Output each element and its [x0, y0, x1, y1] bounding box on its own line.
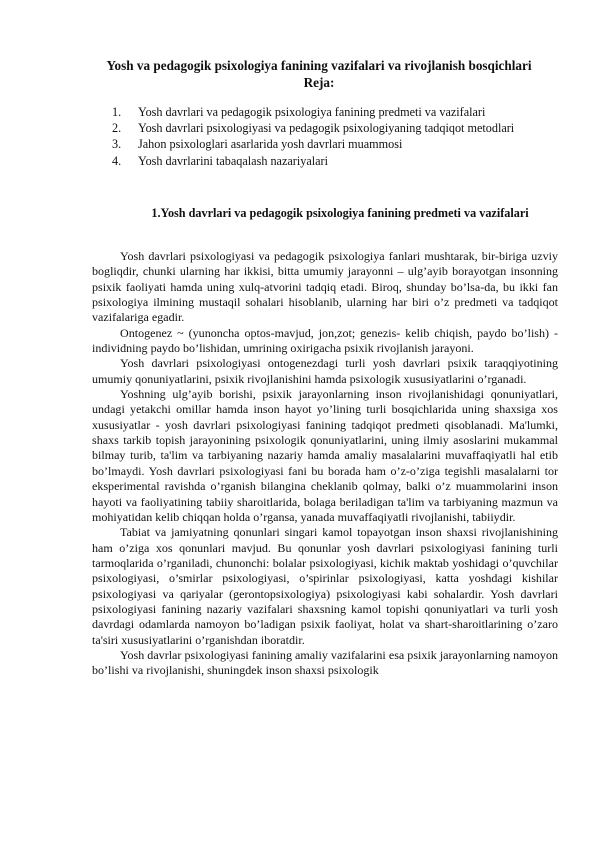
paragraph: Ontogenez ~ (yunoncha optos-mavjud, jon,zot; genezis- kelib chiqish, paydo bo’lish) - individning paydo bo’lishidan, umrining oxirigacha psixik rivojlanish jarayoni.: [92, 325, 558, 356]
paragraph: Yosh davrlari psixologiyasi ontogenezdagi turli yosh davrlari psixik taraqqiyotining umumiy qonuniyatlarini, psixik rivojlanishini hamda psixologik xususiyatlarini o’rganadi.: [92, 356, 558, 386]
plan-item-text: Yosh davrlari va pedagogik psixologiya fanining predmeti va vazifalari: [138, 105, 486, 119]
paragraph: Tabiat va jamiyatning qonunlari singari kamol topayotgan inson shaxsi rivojlanishining ham o’ziga xos qonunlari mavjud. Bu qonunlar yosh davrlari psixologiyasi fanining turli tarmoqlarida o’rganiladi, chunonchi: bolalar psixologiyasi, kichik maktab yoshidagi o’quvchilar psixologiyasi, o’smirlar psixologiyasi, o’spirinlar psixologiyasi, katta yoshdagi kishilar psixologiyasi va qariyalar (gerontopsixologiya) psixologiyasi kabi sohalardir. Yosh davrlari psixologiyasi fanining nazariy vazifalari shaxsning kamol topishi qonuniyatlari va turli yosh davrdagi odamlarda namoyon bo’ladigan psixik faoliyat, holat va shart-sharoitlarining o’zaro ta'siri xususiyatlarini o’rganishdan iboratdir.: [92, 525, 558, 647]
plan-heading: Reja:: [303, 75, 335, 90]
document-title: Yosh va pedagogik psixologiya fanining vazifalari va rivojlanish bosqichlari: [106, 58, 532, 73]
plan-item-number: 4.: [112, 153, 122, 168]
plan-item-number: 1.: [112, 105, 122, 119]
section-title: 1.Yosh davrlari va pedagogik psixologiya fanining predmeti va vazifalari: [151, 206, 529, 220]
plan-item-text: Jahon psixologlari asarlarida yosh davrlari muammosi: [138, 137, 403, 152]
plan-item-number: 3.: [112, 137, 122, 152]
paragraph: Yoshning ulg’ayib borishi, psixik jarayonlarning inson rivojlanishidagi qonuniyatlari, undagi yetakchi omillar hamda inson hayot yo’lining turli bosqichlarida uning shaxsiga xos xususiyatlar - yosh davrlari psixologiyasi fanining tadqiqot predmeti qisoblanadi. Ma'lumki, shaxs tarkib topish jarayonining psixologik qonuniyatlarini, uning ilmiy asoslarini mukammal bilmay turib, ta'lim va tarbiyaning nazariy hamda amaliy masalalarini muvaffaqiyatli hal etib bo’lmaydi. Yosh davrlari psixologiyasi fani bu borada ham o’z-o’ziga tegishli masalalarni tor eksperimental ravishda o’rganish bilangina cheklanib qolmay, balki o’z muammolarini inson hayoti va faoliyatining tabiiy sharoitlarida, bolaga beriladigan ta'lim va tarbiyaning mazmun va mohiyatidan kelib chiqqan holda o’rgansa, yanada muvaffaqiyatli rivojlanishi, tabiiydir.: [92, 387, 558, 524]
document-body: [92, 249, 558, 679]
plan-item-text: Yosh davrlarini tabaqalash nazariyalari: [138, 153, 328, 168]
plan-item: [112, 153, 552, 169]
plan-item-number: 2.: [112, 121, 122, 136]
plan-item: [112, 120, 552, 136]
paragraph: Yosh davrlari psixologiyasi va pedagogik psixologiya fanlari mushtarak, bir-biriga uzviy bogliqdir, chunki ularning har ikkisi, bitta umumiy jarayonni – ulg’ayib borayotgan insonning psixik faoliyati hamda uning xulq-atvorini tadqiq etadi. Biroq, shunday bo’lsa-da, bu ikki fan psixologiya ilmining mustaqil sohalari hisoblanib, ularning har biri o’z predmeti va tadqiqot vazifalariga egadir.: [92, 249, 558, 325]
plan-list: [112, 104, 552, 169]
paragraph: Yosh davrlar psixologiyasi fanining amaliy vazifalarini esa psixik jarayonlarning namoyon bo’lishi va rivojlanishi, shuningdek inson shaxsi psixologik: [92, 647, 558, 678]
plan-item: [112, 104, 552, 120]
plan-item: [112, 136, 552, 152]
plan-item-text: Yosh davrlari psixologiyasi va pedagogik psixologiyaning tadqiqot metodlari: [138, 121, 515, 136]
